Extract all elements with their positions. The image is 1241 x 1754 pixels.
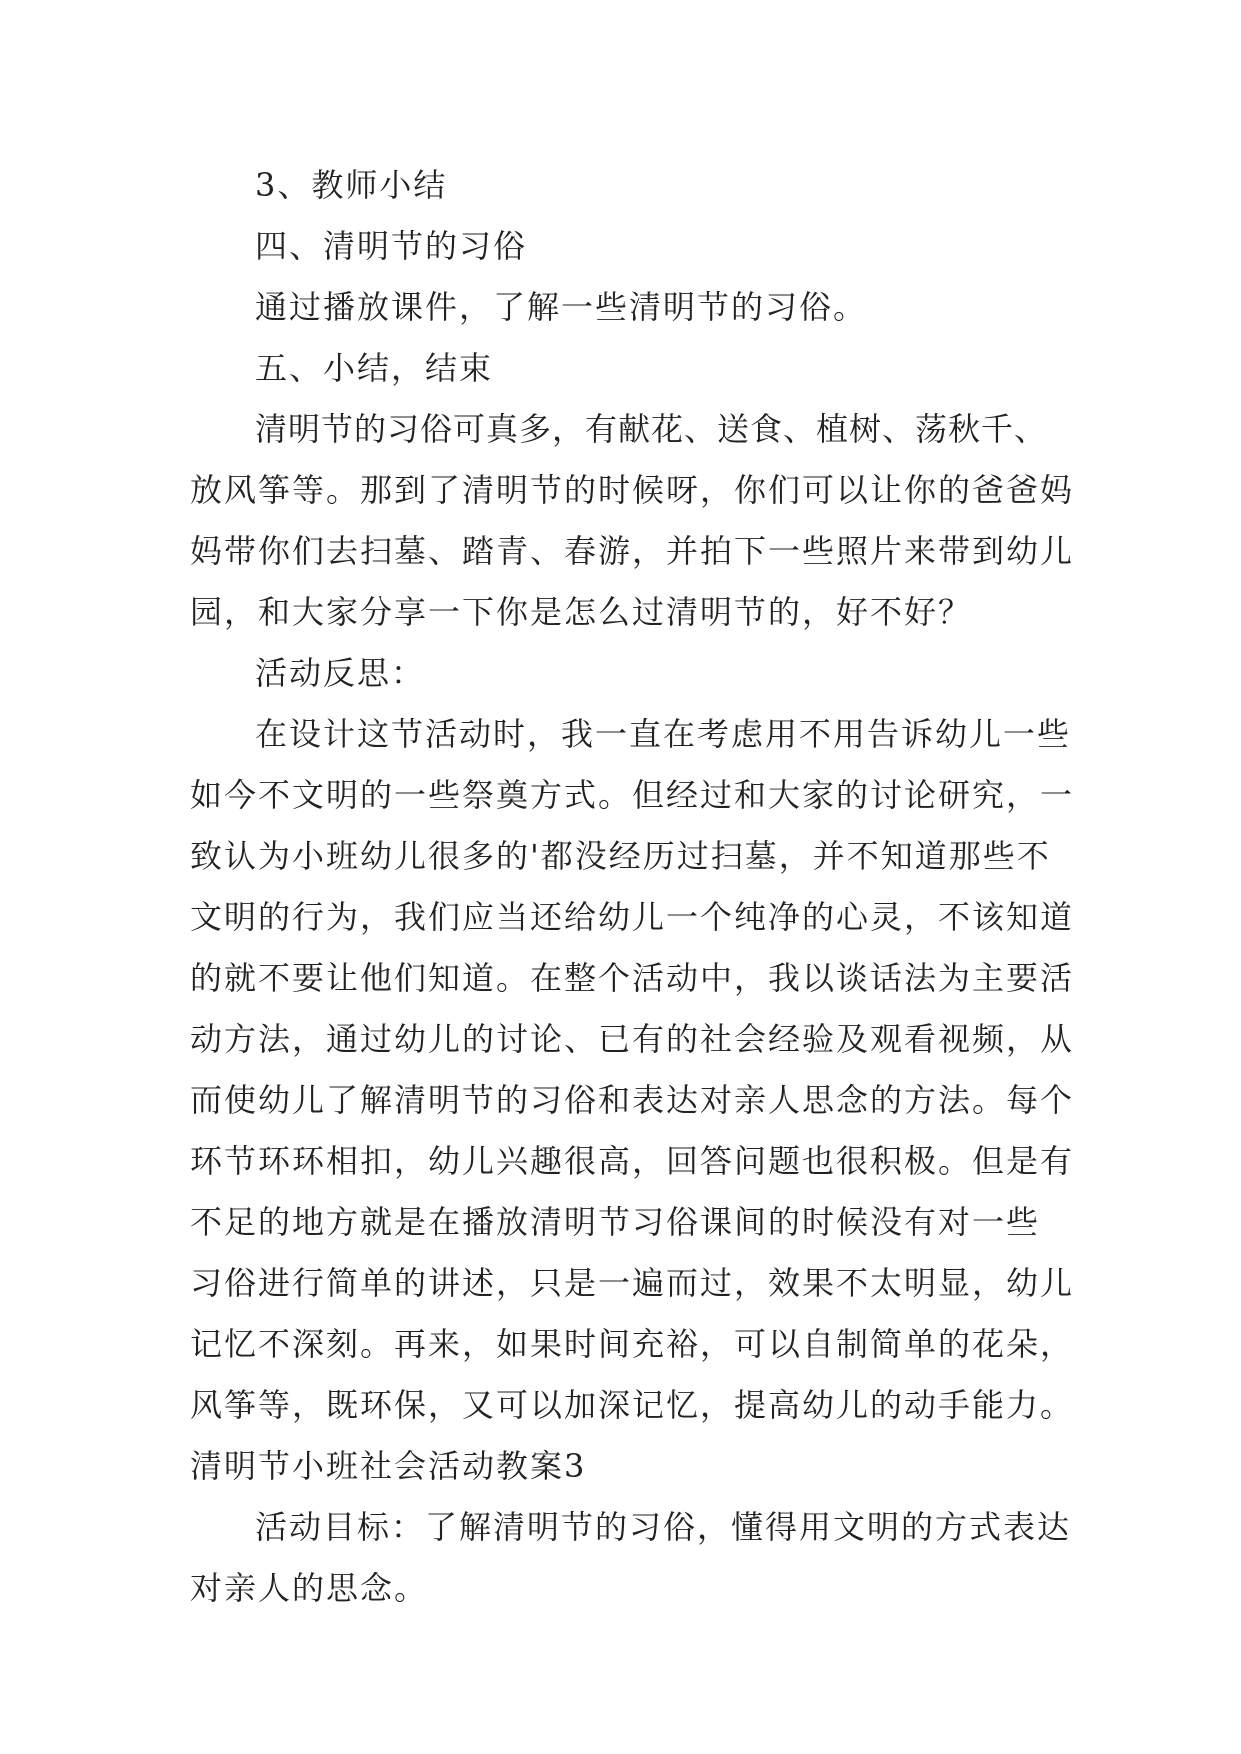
section-heading-summary: 五、小结，结束 xyxy=(255,349,494,387)
paragraph-line: 在设计这节活动时，我一直在考虑用不用告诉幼儿一些 xyxy=(255,715,1072,753)
paragraph-line: 通过播放课件，了解一些清明节的习俗。 xyxy=(255,288,868,326)
paragraph-line: 不足的地方就是在播放清明节习俗课间的时候没有对一些 xyxy=(190,1203,1041,1241)
paragraph-line: 习俗进行简单的讲述，只是一遍而过，效果不太明显，幼儿 xyxy=(190,1264,1075,1302)
paragraph-line: 的就不要让他们知道。在整个活动中，我以谈话法为主要活 xyxy=(190,959,1075,997)
paragraph-line: 园，和大家分享一下你是怎么过清明节的，好不好？ xyxy=(190,593,973,631)
paragraph-line: 对亲人的思念。 xyxy=(190,1569,429,1607)
subheading-teacher-summary: 3、教师小结 xyxy=(255,166,448,204)
document-section-title: 清明节小班社会活动教案3 xyxy=(190,1447,587,1485)
paragraph-line: 动方法，通过幼儿的讨论、已有的社会经验及观看视频，从 xyxy=(190,1020,1075,1058)
subheading-reflection: 活动反思： xyxy=(255,654,426,692)
paragraph-line: 风筝等，既环保，又可以加深记忆，提高幼儿的动手能力。 xyxy=(190,1386,1075,1424)
section-heading-customs: 四、清明节的习俗 xyxy=(255,227,528,265)
paragraph-line: 放风筝等。那到了清明节的时候呀，你们可以让你的爸爸妈 xyxy=(190,471,1075,509)
paragraph-line: 活动目标：了解清明节的习俗，懂得用文明的方式表达 xyxy=(255,1508,1072,1546)
paragraph-line: 环节环环相扣，幼儿兴趣很高，回答问题也很积极。但是有 xyxy=(190,1142,1075,1180)
paragraph-line: 致认为小班幼儿很多的'都没经历过扫墓，并不知道那些不 xyxy=(190,837,1051,875)
paragraph-line: 妈带你们去扫墓、踏青、春游，并拍下一些照片来带到幼儿 xyxy=(190,532,1075,570)
paragraph-line: 记忆不深刻。再来，如果时间充裕，可以自制简单的花朵， xyxy=(190,1325,1075,1363)
paragraph-line: 如今不文明的一些祭奠方式。但经过和大家的讨论研究，一 xyxy=(190,776,1075,814)
paragraph-line: 清明节的习俗可真多，有献花、送食、植树、荡秋千、 xyxy=(255,410,1048,448)
paragraph-line: 而使幼儿了解清明节的习俗和表达对亲人思念的方法。每个 xyxy=(190,1081,1075,1119)
paragraph-line: 文明的行为，我们应当还给幼儿一个纯净的心灵，不该知道 xyxy=(190,898,1075,936)
